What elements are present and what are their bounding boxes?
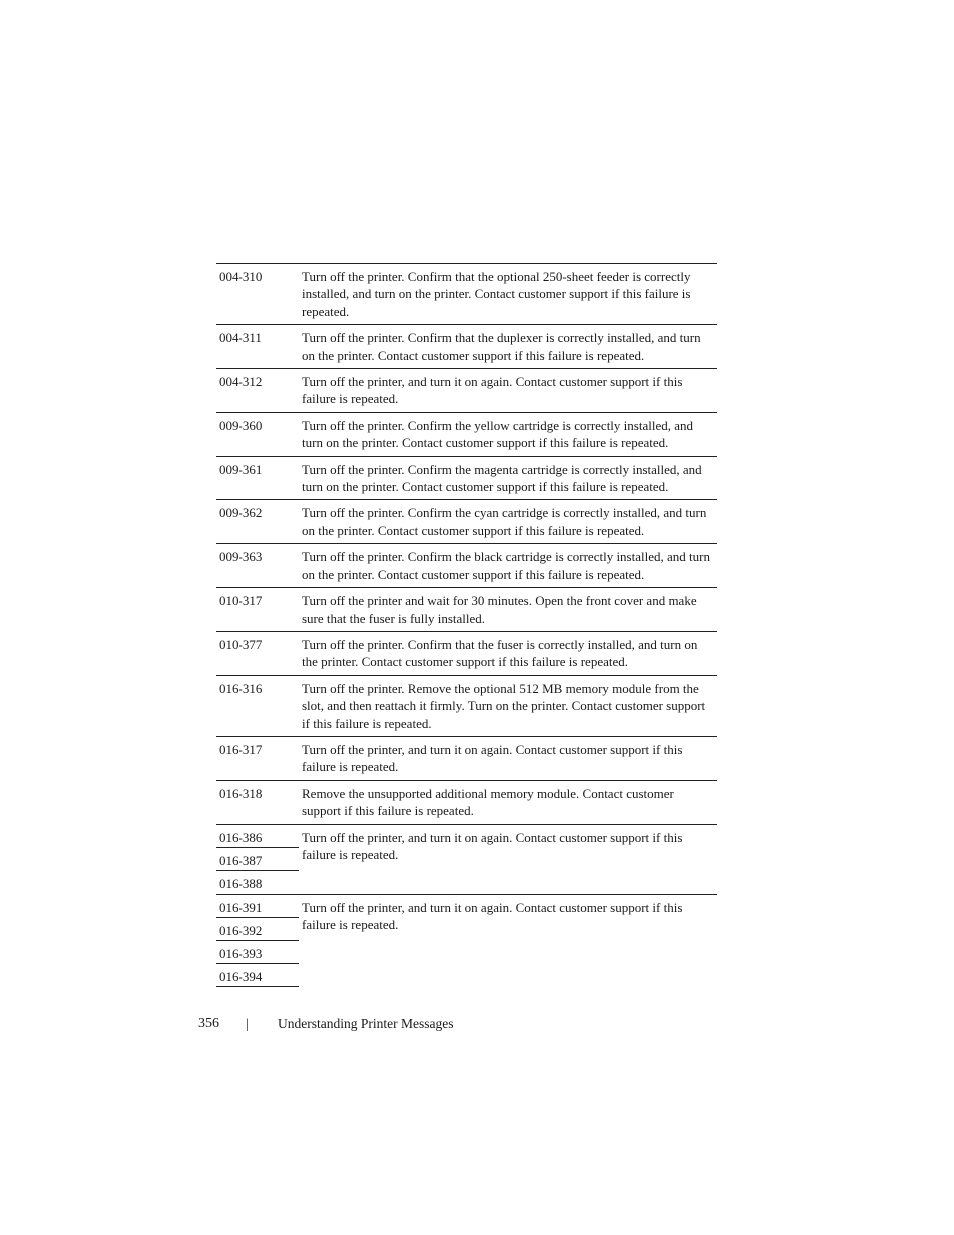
table-row bbox=[216, 457, 717, 501]
table-row bbox=[216, 369, 717, 413]
error-code: 004-311 bbox=[219, 330, 262, 346]
error-code: 004-312 bbox=[219, 374, 263, 390]
table-row bbox=[216, 632, 717, 676]
error-code: 016-317 bbox=[219, 741, 263, 757]
error-description: Turn off the printer. Confirm the magenta cartridge is correctly installed, and turn on the printer. Contact customer support if this failure is repeated. bbox=[302, 461, 702, 495]
table-row bbox=[216, 588, 717, 632]
error-code: 004-310 bbox=[219, 269, 263, 284]
error-code: 016-387 bbox=[216, 848, 299, 871]
error-description: Turn off the printer, and turn it on again. Contact customer support if this failure is repeated. bbox=[302, 899, 683, 932]
table-row bbox=[216, 264, 717, 325]
table-row bbox=[216, 737, 717, 781]
table-row bbox=[216, 676, 717, 737]
error-code: 016-386 bbox=[216, 825, 299, 848]
error-code: 010-377 bbox=[219, 636, 263, 652]
error-code-table bbox=[216, 263, 717, 987]
page-number: 356 bbox=[198, 1016, 219, 1031]
table-row bbox=[216, 325, 717, 369]
error-code: 009-360 bbox=[219, 417, 263, 433]
error-description: Turn off the printer. Remove the optional 512 MB memory module from the slot, and then reattach it firmly. Turn on the printer. Contact customer support if this failure is repeated. bbox=[302, 680, 706, 731]
error-code-list bbox=[216, 895, 299, 987]
table-row bbox=[216, 500, 717, 544]
error-description: Turn off the printer and wait for 30 minutes. Open the front cover and make sure that the fuser is fully installed. bbox=[302, 593, 697, 626]
error-description: Remove the unsupported additional memory module. Contact customer support if this failure is repeated. bbox=[302, 785, 674, 819]
error-description: Turn off the printer. Confirm the black cartridge is correctly installed, and turn on the printer. Contact customer support if this failure is repeated. bbox=[302, 549, 710, 582]
table-row bbox=[216, 544, 717, 588]
error-description: Turn off the printer. Confirm that the fuser is correctly installed, and turn on the printer. Contact customer support if this failure is repeated. bbox=[302, 636, 698, 670]
error-description: Turn off the printer. Confirm the yellow cartridge is correctly installed, and turn on the printer. Contact customer support if this failure is repeated. bbox=[302, 417, 693, 451]
table-row-group bbox=[216, 825, 717, 895]
error-code: 009-362 bbox=[219, 505, 263, 521]
table-row-group bbox=[216, 895, 717, 987]
error-description: Turn off the printer. Confirm that the duplexer is correctly installed, and turn on the printer. Contact customer support if this failure is repeated. bbox=[302, 330, 701, 363]
error-code: 009-363 bbox=[219, 549, 263, 565]
error-code: 009-361 bbox=[219, 461, 263, 477]
error-code: 016-393 bbox=[216, 941, 299, 964]
error-description: Turn off the printer. Confirm the cyan cartridge is correctly installed, and turn on the printer. Contact customer support if this failure is repeated. bbox=[302, 505, 707, 538]
error-code: 010-317 bbox=[219, 593, 263, 609]
error-code: 016-394 bbox=[216, 964, 299, 987]
error-code: 016-318 bbox=[219, 785, 263, 801]
error-code: 016-388 bbox=[219, 875, 263, 891]
table-row bbox=[216, 413, 717, 457]
error-description: Turn off the printer, and turn it on again. Contact customer support if this failure is repeated. bbox=[302, 374, 683, 407]
error-description: Turn off the printer, and turn it on again. Contact customer support if this failure is repeated. bbox=[302, 829, 683, 862]
footer-separator: | bbox=[246, 1016, 249, 1031]
error-code: 016-392 bbox=[216, 918, 299, 941]
error-description: Turn off the printer, and turn it on again. Contact customer support if this failure is repeated. bbox=[302, 741, 683, 775]
error-code: 016-391 bbox=[216, 895, 299, 918]
error-code: 016-316 bbox=[219, 680, 263, 696]
table-row bbox=[216, 781, 717, 825]
error-code-list bbox=[216, 825, 299, 894]
section-title: Understanding Printer Messages bbox=[278, 1016, 454, 1031]
error-description: Turn off the printer. Confirm that the optional 250-sheet feeder is correctly installed, and turn on the printer. Contact customer support if this failure is repeated. bbox=[302, 269, 691, 319]
